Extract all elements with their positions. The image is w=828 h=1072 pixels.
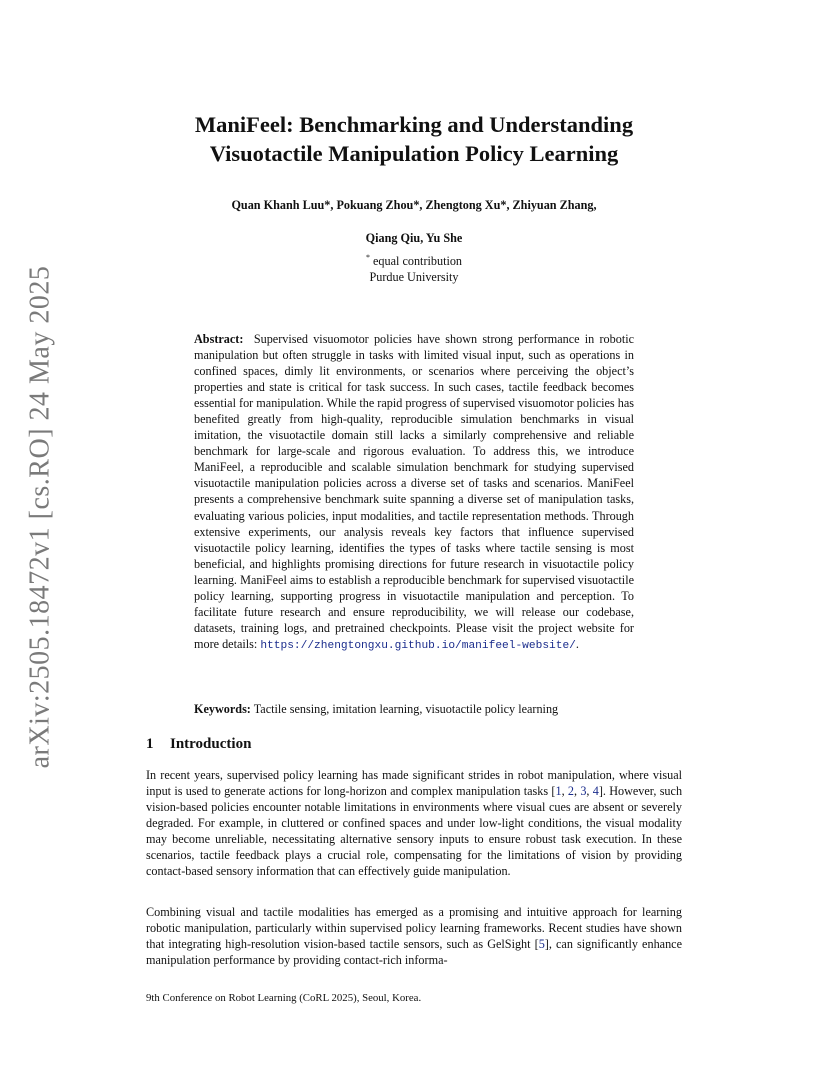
keywords-label: Keywords: — [194, 702, 251, 716]
institution: Purdue University — [369, 270, 459, 285]
arxiv-identifier: arXiv:2505.18472v1 [cs.RO] 24 May 2025 — [24, 265, 56, 769]
authors-line-1: Quan Khanh Luu*, Pokuang Zhou*, Zhengtong Xu*, Zhiyuan Zhang, — [231, 198, 597, 212]
citation-4[interactable]: 4 — [592, 784, 599, 799]
affiliation-block — [146, 250, 682, 285]
intro-p2-text-a: Combining visual and tactile modalities has emerged as a promising and intuitive approach for learning robotic manipulation, particularly within supervised policy learning frameworks. Recent studies have shown that integrating high-resolution vision-based tactile sensors, such as GelSight [ — [146, 905, 682, 952]
section-title: Introduction — [170, 736, 252, 752]
intro-p1-text-a: In recent years, supervised policy learning has made significant strides in robot manipulation, where visual input is used to generate actions for long-horizon and complex manipulation tasks [ — [146, 768, 682, 799]
abstract-text: Supervised visuomotor policies have shown strong performance in robotic manipulation but often struggle in tasks with limited visual input, such as operations in confined spaces, dimly lit environments, or scenarios where perceiving the object’s properties and state is critical for task success. In such cases, tactile feedback becomes essential for manipulation. While the rapid progress of supervised visuomotor policies has benefited greatly from high-quality, reproducible simulation benchmarks in visual imitation, the visuotactile domain still lacks a similarly comprehensive and reliable benchmark for large-scale and rigorous evaluation. To address this, we introduce ManiFeel, a reproducible and scalable simulation benchmark for studying supervised visuotactile manipulation policies across a diverse set of tasks and scenarios. ManiFeel presents a comprehensive benchmark suite spanning a diverse set of manipulation tasks, evaluating various policies, input modalities, and tactile representation methods. Through extensive experiments, our analysis reveals key factors that influence supervised visuotactile policy learning, identifies the types of tasks where tactile sensing is most beneficial, and highlights promising directions for future research in visuotactile policy learning. ManiFeel aims to establish a reproducible benchmark for supervised visuotactile policy learning, supporting progress in visuotactile manipulation and perception. To facilitate future research and ensure reproducibility, we will release our codebase, datasets, training logs, and pretrained checkpoints. Please visit the project website for more details: — [194, 332, 634, 651]
section-heading-introduction — [146, 736, 251, 753]
equal-contribution-text: equal contribution — [369, 254, 463, 269]
abstract-end: . — [575, 636, 579, 651]
intro-p1-text-b: ]. However, such vision-based policies encounter notable limitations in environments where visual cues are absent or severely degraded. For example, in cluttered or confined spaces and under low-light conditions, the visual modality may become unreliable, necessitating alternative sensory inputs to ensure robust task execution. In these scenarios, tactile feedback plays a crucial role, compensating for the limitations of vision by providing contact-based sensory information that can effectively guide manipulation. — [146, 784, 683, 879]
citation-sep-3: , — [586, 784, 593, 799]
citation-sep-2: , — [573, 784, 581, 799]
author-list — [146, 189, 682, 255]
keywords-text: Tactile sensing, imitation learning, visuotactile policy learning — [250, 702, 559, 716]
title-line-2: Visuotactile Manipulation Policy Learning — [209, 141, 619, 166]
intro-paragraph-2 — [146, 904, 682, 968]
section-number: 1 — [146, 736, 154, 752]
title-line-1: ManiFeel: Benchmarking and Understanding — [194, 112, 634, 137]
conference-footer: 9th Conference on Robot Learning (CoRL 2025), Seoul, Korea. — [146, 992, 422, 1004]
intro-paragraph-1 — [146, 767, 682, 879]
authors-line-2: Qiang Qiu, Yu She — [365, 231, 463, 245]
citation-sep-1: , — [561, 784, 568, 799]
keywords — [194, 701, 634, 717]
citation-1[interactable]: 1 — [555, 784, 562, 799]
citation-2[interactable]: 2 — [567, 784, 574, 799]
equal-contribution-note — [146, 250, 682, 269]
paper-title — [146, 110, 682, 168]
project-website-link[interactable]: https://zhengtongxu.github.io/manifeel-website/ — [260, 639, 576, 652]
arxiv-side-stamp — [18, 265, 62, 769]
citation-5[interactable]: 5 — [538, 937, 545, 952]
citation-3[interactable]: 3 — [580, 784, 587, 799]
abstract — [194, 331, 634, 654]
abstract-label: Abstract: — [194, 332, 244, 346]
intro-p2-text-b: ], can significantly enhance manipulation performance by providing contact-rich informa- — [146, 937, 682, 968]
equal-contribution-mark: * — [365, 253, 370, 262]
